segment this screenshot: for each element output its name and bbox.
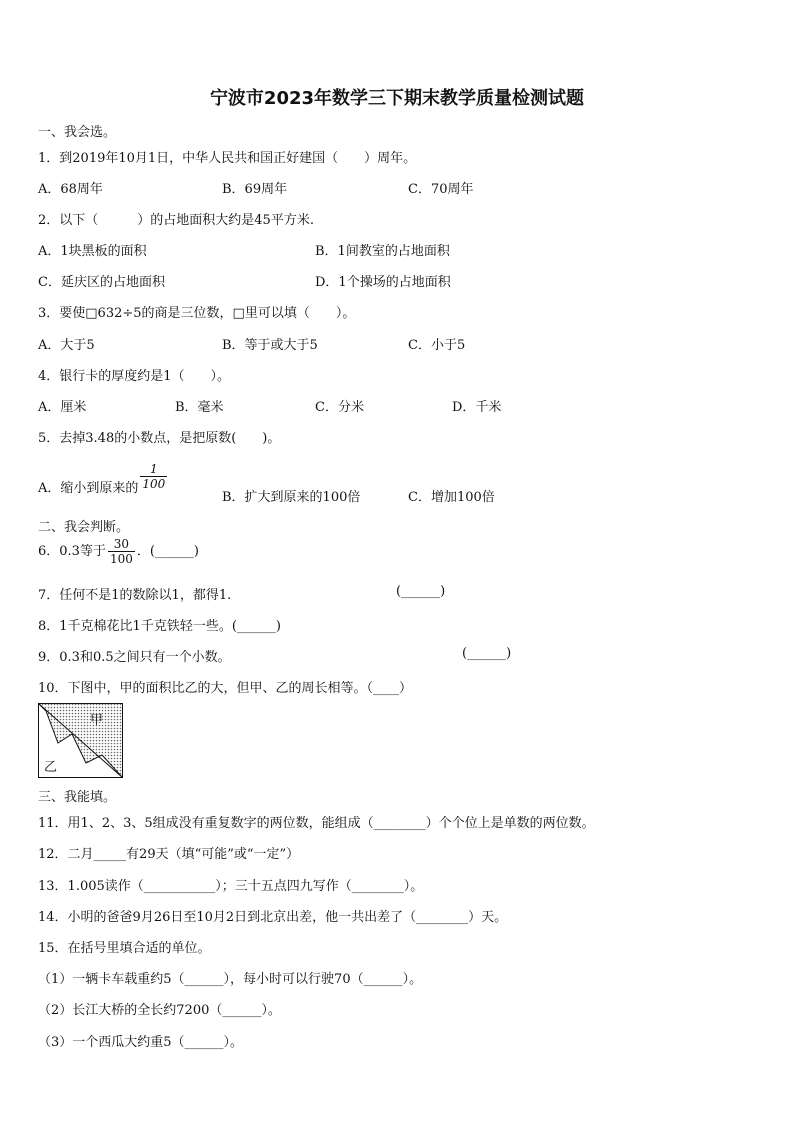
q1-option-b: B．69周年 [222, 182, 288, 197]
q3-option-c: C．小于5 [408, 338, 466, 353]
q5-fraction-numerator: 1 [140, 462, 167, 477]
section-heading-judge: 二、我会判断。 [38, 520, 130, 535]
question-14: 14．小明的爸爸9月26日至10月2日到北京出差，他一共出差了（________）天。 [38, 910, 508, 925]
q5-option-c: C．增加100倍 [408, 490, 495, 505]
q4-option-d: D．千米 [452, 400, 502, 415]
q5-option-a [38, 462, 169, 496]
question-5: 5．去掉3.48的小数点，是把原数( )。 [38, 431, 281, 446]
question-6 [38, 537, 199, 566]
label-jia: 甲 [90, 713, 104, 728]
question-10: 10．下图中，甲的面积比乙的大，但甲、乙的周长相等。（____） [38, 681, 413, 696]
question-15-part-3: （3）一个西瓜大约重5（______）。 [38, 1035, 244, 1050]
q6-suffix: ．(______) [136, 544, 200, 559]
q4-option-a: A．厘米 [38, 400, 87, 415]
section-heading-fill: 三、我能填。 [38, 790, 117, 805]
question-8: 8．1千克棉花比1千克铁轻一些。(______) [38, 619, 281, 634]
q6-fraction-denominator: 100 [109, 552, 133, 566]
q3-option-b: B．等于或大于5 [222, 338, 318, 353]
question-13: 13．1.005读作（___________）；三十五点四九写作（________）。 [38, 879, 424, 894]
question-15-part-2: （2）长江大桥的全长约7200（______）。 [38, 1003, 281, 1018]
page-title: 宁波市2023年数学三下期末教学质量检测试题 [209, 88, 585, 109]
q1-option-a: A．68周年 [38, 182, 103, 197]
question-1: 1．到2019年10月1日，中华人民共和国正好建国（ ）周年。 [38, 151, 417, 166]
q4-option-b: B．毫米 [175, 400, 224, 415]
q1-option-c: C．70周年 [408, 182, 474, 197]
q2-option-b: B．1间教室的占地面积 [315, 244, 450, 259]
q9-answer-blank: (______) [462, 646, 512, 661]
question-7: 7．任何不是1的数除以1，都得1. [38, 588, 232, 603]
q2-option-c: C．延庆区的占地面积 [38, 275, 165, 290]
q2-option-a: A．1块黑板的面积 [38, 244, 147, 259]
q7-answer-blank: (______) [396, 584, 446, 599]
q3-option-a: A．大于5 [38, 338, 95, 353]
question-15: 15．在括号里填合适的单位。 [38, 941, 211, 956]
q5-option-b: B．扩大到原来的100倍 [222, 490, 361, 505]
q6-fraction-numerator: 30 [108, 537, 135, 552]
q2-option-d: D．1个操场的占地面积 [315, 275, 451, 290]
question-15-part-1: （1）一辆卡车载重约5（______），每小时可以行驶70（______）。 [38, 972, 423, 987]
q4-option-c: C．分米 [315, 400, 364, 415]
area-perimeter-diagram [38, 703, 123, 778]
q5-fraction [140, 462, 167, 491]
question-3: 3．要使□632÷5的商是三位数，□里可以填（ ）。 [38, 306, 356, 321]
q6-fraction [108, 537, 135, 566]
q5-option-a-text: A．缩小到原来的 [38, 481, 139, 496]
q6-prefix: 6．0.3等于 [38, 544, 106, 559]
q5-fraction-denominator: 100 [142, 477, 166, 491]
section-heading-choice: 一、我会选。 [38, 125, 117, 140]
question-11: 11．用1、2、3、5组成没有重复数字的两位数，能组成（________）个个位上是单数的两位数。 [38, 816, 595, 831]
question-12: 12．二月_____有29天（填“可能”或“一定”） [38, 847, 300, 862]
question-9: 9．0.3和0.5之间只有一个小数。 [38, 650, 231, 665]
question-2: 2．以下（ ）的占地面积大约是45平方米. [38, 213, 314, 228]
question-4: 4．银行卡的厚度约是1（ ）。 [38, 369, 231, 384]
label-yi: 乙 [44, 760, 58, 775]
